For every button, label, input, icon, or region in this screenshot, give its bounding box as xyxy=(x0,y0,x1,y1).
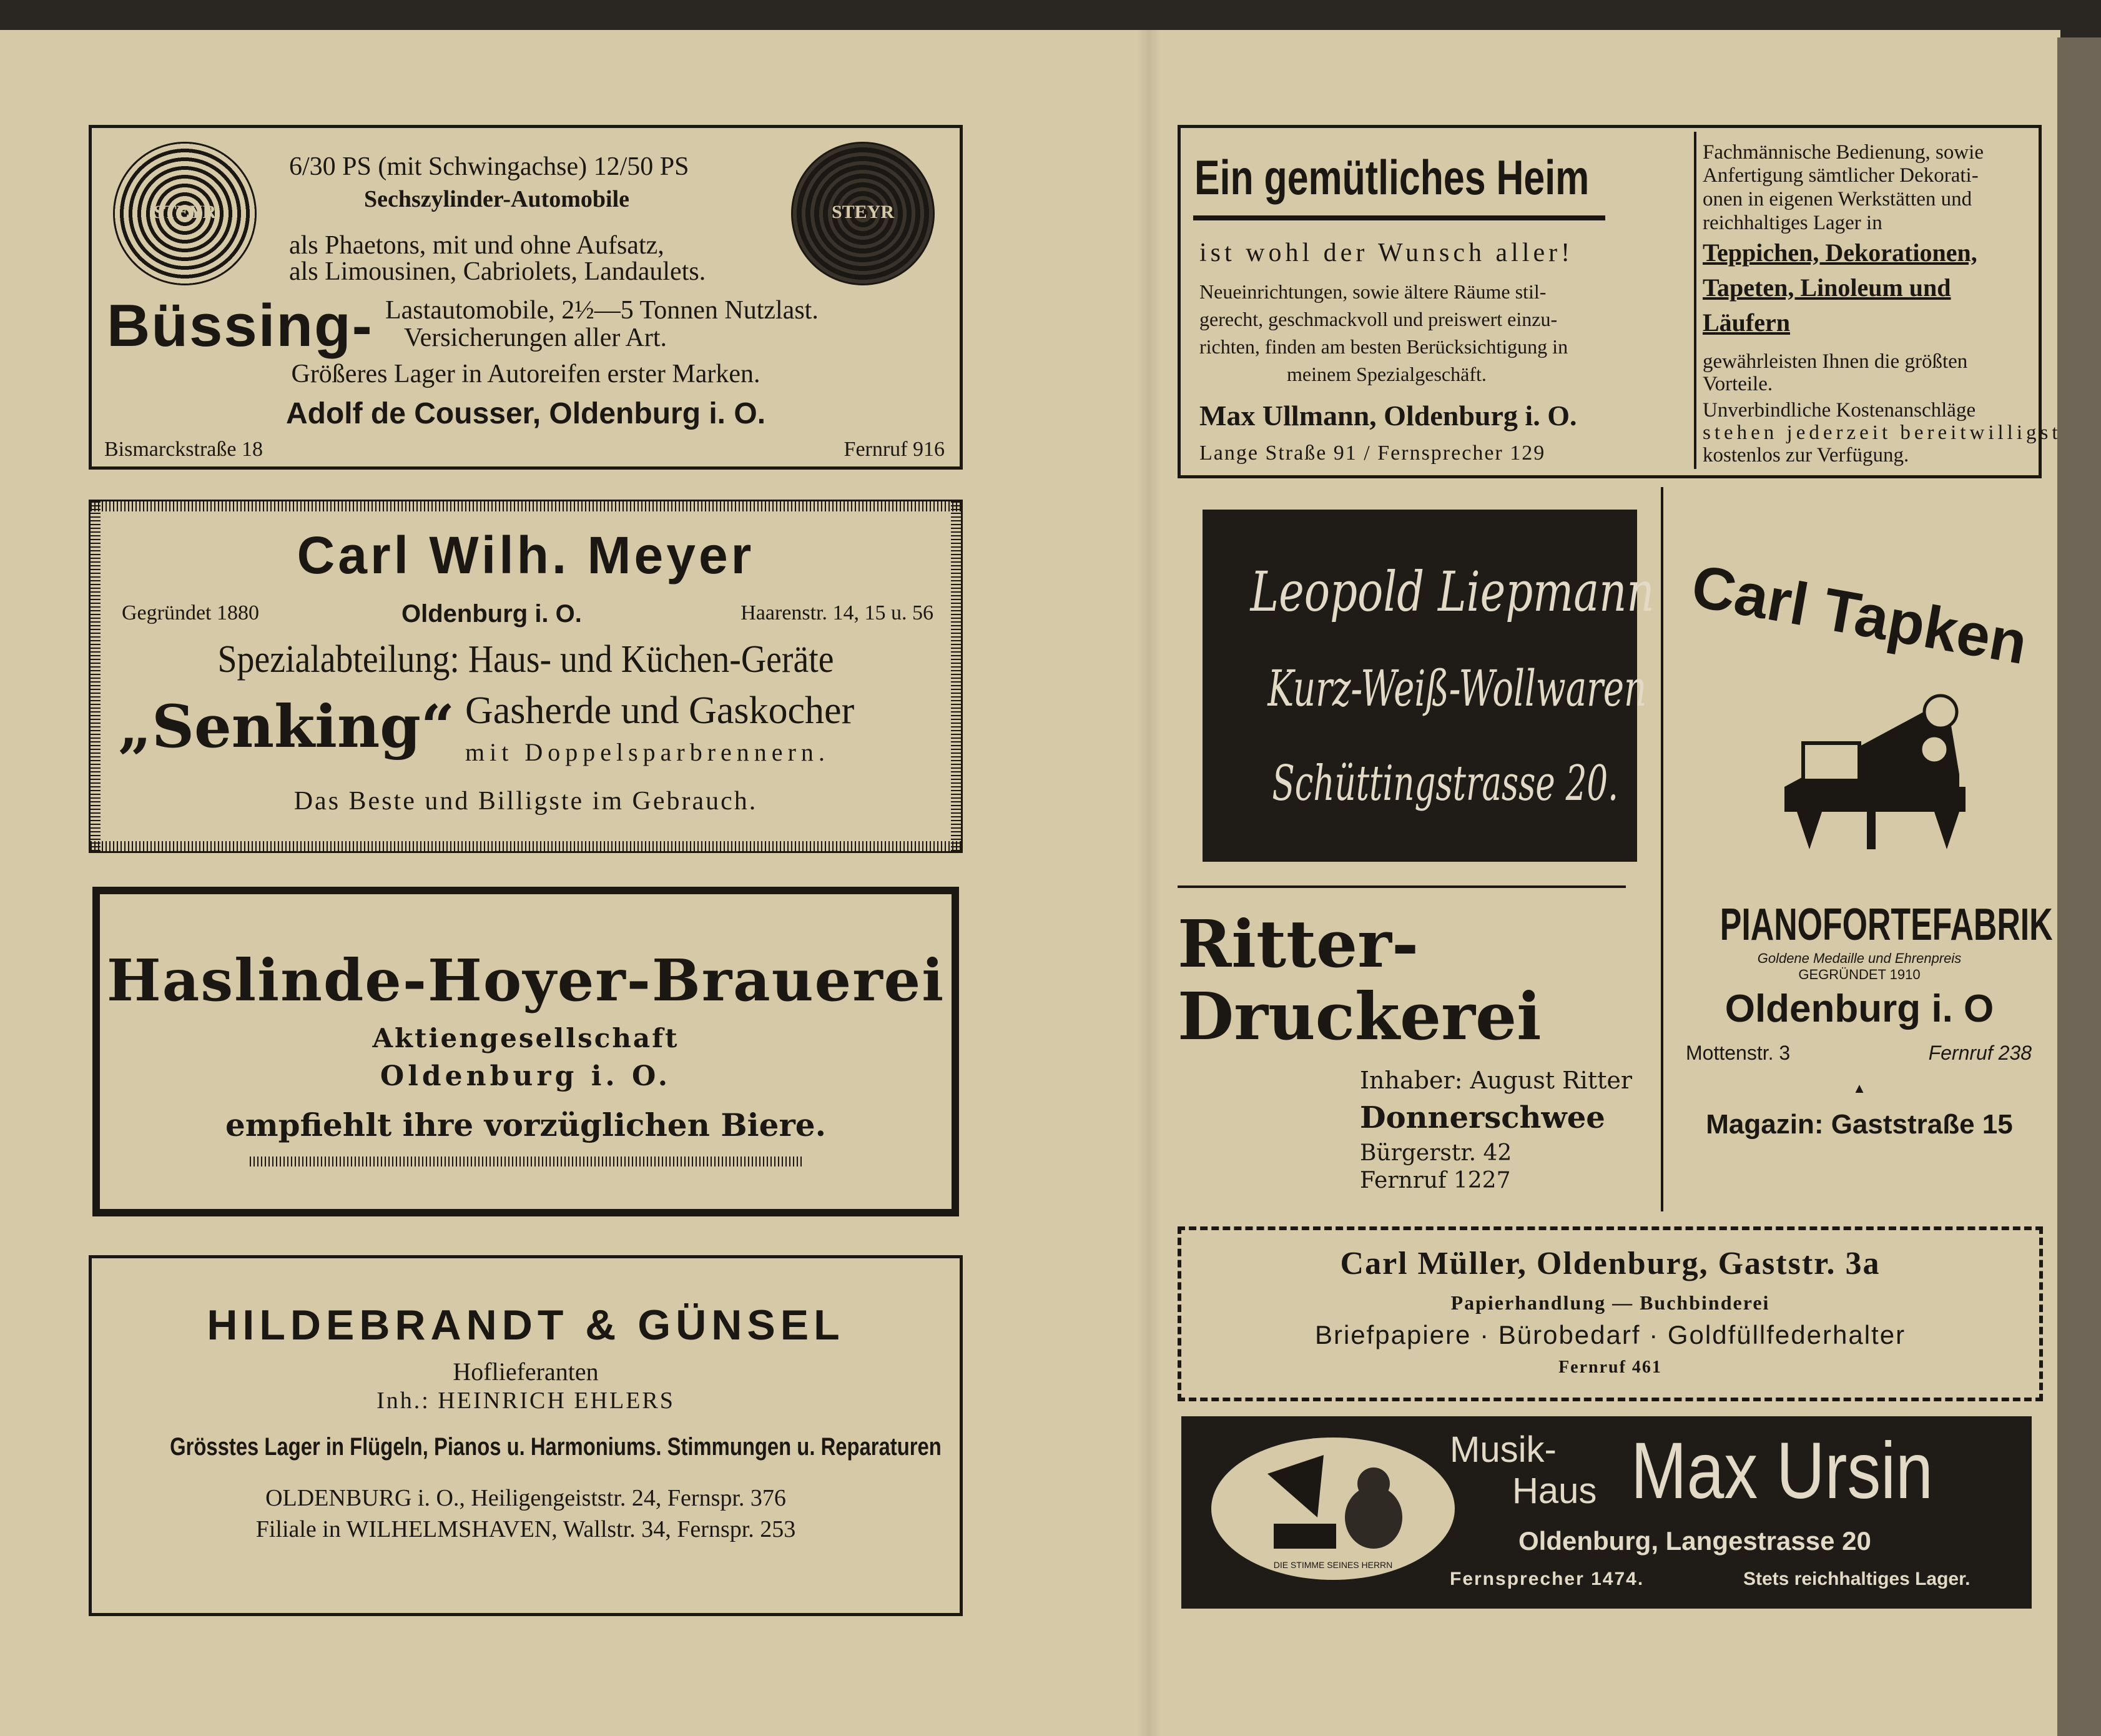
hatched-border xyxy=(91,501,961,511)
ullmann-headline: Ein gemütliches Heim xyxy=(1194,150,1590,205)
busing-brand: Büssing- xyxy=(107,292,373,359)
gramophone-dog-icon xyxy=(1249,1449,1417,1561)
tapken-store: Magazin: Gaststraße 15 xyxy=(1706,1109,2013,1140)
ursin-name: Max Ursin xyxy=(1631,1426,1933,1516)
section-rule xyxy=(1178,885,1626,888)
ullmann-r9: Vorteile. xyxy=(1703,373,1773,395)
meyer-product2: mit Doppelsparbrennern. xyxy=(465,738,830,766)
meyer-brand: „Senking“ xyxy=(118,693,455,761)
ullmann-sub: ist wohl der Wunsch aller! xyxy=(1199,239,1574,267)
brewery-city: Oldenburg i. O. xyxy=(380,1060,672,1092)
meyer-slogan: Das Beste und Billigste im Gebrauch. xyxy=(293,787,758,816)
busing-line5: Lastautomobile, 2½—5 Tonnen Nutzlast. xyxy=(385,296,819,325)
mueller-phone: Fernruf 461 xyxy=(1558,1358,1662,1377)
ritter-owner: Inhaber: August Ritter xyxy=(1360,1067,1632,1094)
mueller-type: Papierhandlung — Buchbinderei xyxy=(1450,1291,1770,1314)
ullmann-r4: reichhaltiges Lager in xyxy=(1703,212,1882,234)
meyer-dept: Spezialabteilung: Haus- und Küchen-Geräte xyxy=(217,638,834,681)
ullmann-r5: Teppichen, Dekorationen, xyxy=(1703,239,1977,267)
ullmann-r8: gewährleisten Ihnen die größten xyxy=(1703,350,1968,373)
hildebrandt-owner: Inh.: HEINRICH EHLERS xyxy=(376,1388,675,1414)
ullmann-r12: kostenlos zur Verfügung. xyxy=(1703,444,1909,466)
busing-address: Bismarckstraße 18 xyxy=(104,438,263,461)
tapken-ad xyxy=(1666,500,2053,1211)
liepmann-line3: Schüttingstrasse 20. xyxy=(1272,756,1618,812)
column-rule xyxy=(1694,132,1696,469)
ullmann-address: Lange Straße 91 / Fernsprecher 129 xyxy=(1199,441,1546,465)
his-masters-voice-logo xyxy=(1211,1438,1455,1580)
ullmann-r3: onen in eigenen Werkstätten und xyxy=(1703,188,1972,210)
busing-line7: Größeres Lager in Autoreifen erster Marken. xyxy=(291,360,760,388)
brewery-name: Haslinde-Hoyer-Brauerei xyxy=(106,947,945,1014)
hildebrandt-addr2: Filiale in WILHELMSHAVEN, Wallstr. 34, Fernspr. 253 xyxy=(255,1516,796,1542)
meyer-city: Oldenburg i. O. xyxy=(401,600,582,628)
brewery-slogan: empfiehlt ihre vorzüglichen Biere. xyxy=(225,1107,827,1143)
steyr-logo-right xyxy=(791,142,935,285)
meyer-product: Gasherde und Gaskocher xyxy=(465,689,855,732)
hildebrandt-ad xyxy=(89,1255,963,1616)
meyer-name: Carl Wilh. Meyer xyxy=(297,526,755,584)
ritter-street: Bürgerstr. 42 xyxy=(1360,1140,1512,1166)
liepmann-ad xyxy=(1203,510,1655,862)
meyer-ad xyxy=(89,500,963,853)
ursin-ad xyxy=(1181,1416,2032,1609)
meyer-founded: Gegründet 1880 xyxy=(122,601,260,624)
headline-rule xyxy=(1193,215,1605,220)
liepmann-line1: Leopold Liepmann xyxy=(1250,560,1655,624)
tapken-street: Mottenstr. 3 xyxy=(1686,1042,1791,1064)
brewery-ad xyxy=(92,887,959,1216)
ullmann-ad xyxy=(1178,125,2062,478)
busing-firm: Adolf de Cousser, Oldenburg i. O. xyxy=(285,397,766,430)
tapken-name: Carl Tapken xyxy=(1686,552,2032,678)
tapken-city: Oldenburg i. O xyxy=(1725,987,1994,1030)
ursin-slogan: Stets reichhaltiges Lager. xyxy=(1743,1569,1971,1589)
hatched-rule xyxy=(250,1157,802,1166)
hildebrandt-title: Hoflieferanten xyxy=(453,1358,599,1386)
ullmann-r11: stehen jederzeit bereitwilligst xyxy=(1703,422,2062,444)
ritter-name2: Druckerei xyxy=(1178,978,1542,1055)
ullmann-r1: Fachmännische Bedienung, sowie xyxy=(1703,141,1984,164)
busing-line3: als Phaetons, mit und ohne Aufsatz, xyxy=(289,231,664,260)
ullmann-firm: Max Ullmann, Oldenburg i. O. xyxy=(1199,400,1577,432)
hatched-border xyxy=(91,841,961,851)
ullmann-r7: Läufern xyxy=(1703,308,1790,337)
busing-line2: Sechszylinder-Automobile xyxy=(364,186,630,212)
tapken-phone: Fernruf 238 xyxy=(1928,1042,2032,1064)
tapken-founded: GEGRÜNDET 1910 xyxy=(1798,967,1921,982)
busing-line1: 6/30 PS (mit Schwingachse) 12/50 PS xyxy=(289,152,689,181)
page-edge xyxy=(2057,37,2101,1736)
ritter-place: Donnerschwee xyxy=(1360,1100,1605,1135)
tapken-factory: PIANOFORTEFABRIK xyxy=(1720,900,2053,950)
busing-line4: als Limousinen, Cabriolets, Landaulets. xyxy=(289,257,706,286)
ullmann-body2: gerecht, geschmackvoll und preiswert einzu- xyxy=(1199,308,1558,330)
logo-text: STEYR xyxy=(831,202,895,222)
brewery-type: Aktiengesellschaft xyxy=(372,1023,679,1053)
mueller-firm: Carl Müller, Oldenburg, Gaststr. 3a xyxy=(1340,1246,1881,1281)
liepmann-line2: Kurz-Weiß-Wollwaren xyxy=(1267,659,1647,718)
busing-line6: Versicherungen aller Art. xyxy=(404,323,667,352)
ritter-phone: Fernruf 1227 xyxy=(1360,1168,1511,1193)
ullmann-body1: Neueinrichtungen, sowie ältere Räume stil- xyxy=(1199,280,1547,303)
ritter-name1: Ritter- xyxy=(1178,905,1419,982)
piano-illustration xyxy=(1759,662,1984,862)
busing-ad xyxy=(89,125,963,470)
ullmann-body4: meinem Spezialgeschäft. xyxy=(1287,363,1487,385)
mueller-goods: Briefpapiere · Bürobedarf · Goldfüllfederhalter xyxy=(1314,1320,1906,1349)
ullmann-r10: Unverbindliche Kostenanschläge xyxy=(1703,399,1976,422)
ursin-phone: Fernsprecher 1474. xyxy=(1450,1569,1645,1589)
ullmann-body3: richten, finden am besten Berücksichtigung in xyxy=(1199,335,1568,358)
tapken-medal: Goldene Medaille und Ehrenpreis xyxy=(1757,950,1962,966)
ursin-address: Oldenburg, Langestrasse 20 xyxy=(1518,1526,1871,1556)
steyr-logo-left xyxy=(113,142,257,285)
mueller-ad xyxy=(1178,1226,2043,1401)
busing-phone: Fernruf 916 xyxy=(844,438,945,461)
page-fold xyxy=(1136,30,1161,1736)
hildebrandt-addr1: OLDENBURG i. O., Heiligengeiststr. 24, Fernspr. 376 xyxy=(265,1485,786,1511)
hildebrandt-stock: Grösstes Lager in Flügeln, Pianos u. Harmoniums. Stimmungen u. Reparaturen xyxy=(170,1433,942,1461)
logo-text: STEYR xyxy=(153,202,217,222)
hildebrandt-name: HILDEBRANDT & GÜNSEL xyxy=(207,1301,845,1349)
meyer-address: Haarenstr. 14, 15 u. 56 xyxy=(741,601,933,624)
ursin-word2: Haus xyxy=(1512,1471,1597,1511)
ullmann-r2: Anfertigung sämtlicher Dekorati- xyxy=(1703,164,1979,187)
ullmann-r6: Tapeten, Linoleum und xyxy=(1703,274,1951,302)
ritter-ad xyxy=(1178,893,1640,1211)
tapken-emblem: ▲ xyxy=(1853,1080,1866,1096)
ursin-word1: Musik- xyxy=(1450,1429,1557,1470)
logo-caption: DIE STIMME SEINES HERRN xyxy=(1273,1560,1393,1570)
column-rule xyxy=(1661,487,1663,1211)
